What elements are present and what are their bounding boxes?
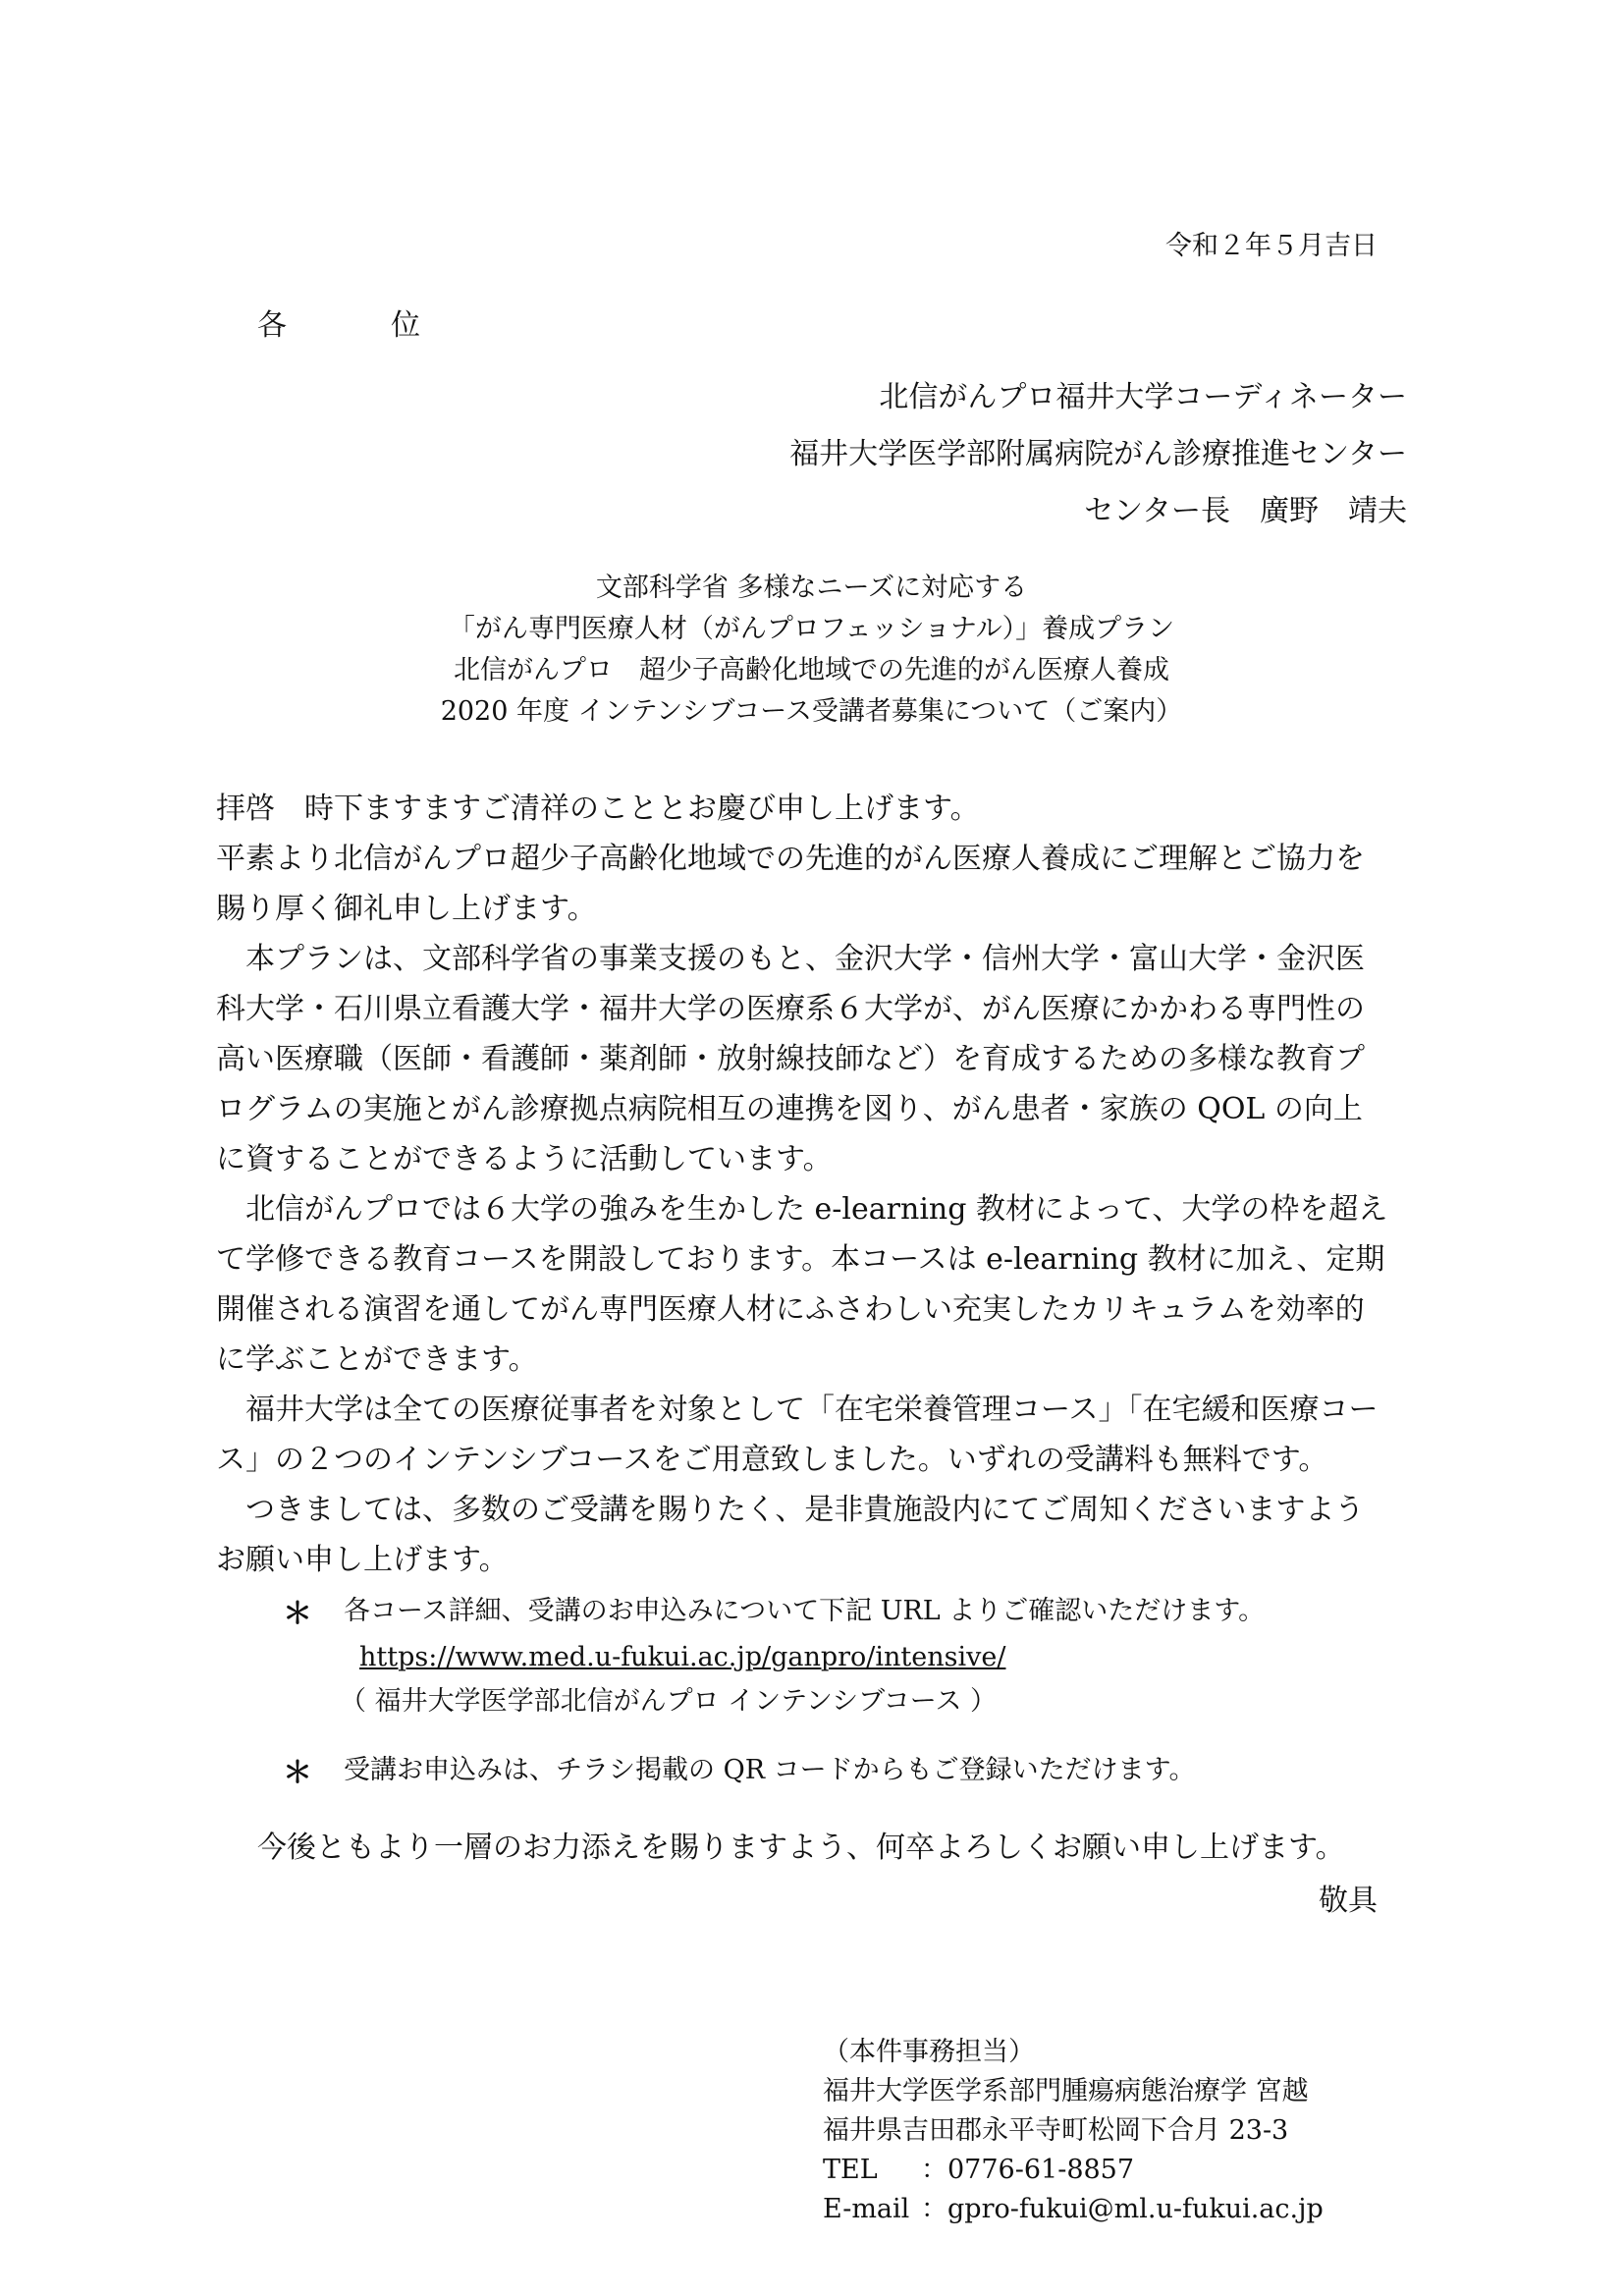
contact-email-row: [823, 2190, 1324, 2229]
body-line: 北信がんプロでは６大学の強みを生かした e-learning 教材によって、大学の枠を超え: [216, 1192, 1388, 1227]
body-line: 高い医療職（医師・看護師・薬剤師・放射線技師など）を育成するための多様な教育プ: [216, 1042, 1365, 1076]
body-line: 賜り厚く御礼申し上げます。: [216, 892, 597, 926]
url-description: （ 福井大学医学部北信がんプロ インテンシブコース ）: [340, 1686, 998, 1717]
asterisk-icon: ＊: [283, 1756, 312, 1790]
body-line: 平素より北信がんプロ超少子高齢化地域での先進的がん医療人養成にご理解とご協力を: [216, 842, 1365, 876]
addressee: 各 位: [257, 308, 458, 343]
title-line-2: 「がん専門医療人材（がんプロフェッショナル）」養成プラン: [448, 614, 1175, 644]
email-value[interactable]: ：gpro-fukui@ml.u-fukui.ac.jp: [921, 2194, 1324, 2224]
body-text: [216, 784, 1412, 1585]
title-line-1: 文部科学省 多様なニーズに対応する: [595, 573, 1028, 603]
email-label: E-mail: [823, 2194, 910, 2224]
body-line: 科大学・石川県立看護大学・福井大学の医療系６大学が、がん医療にかかわる専門性の: [216, 992, 1365, 1026]
sender-line-2: 福井大学医学部附属病院がん診療推進センター: [789, 437, 1407, 471]
contact-address: 福井県吉田郡永平寺町松岡下合月 23-3: [823, 2115, 1289, 2146]
contact-tel-row: [823, 2151, 1324, 2190]
note-1-text: 各コース詳細、受講のお申込みについて下記 URL よりご確認いただけます。: [344, 1596, 1266, 1626]
contact-block: [823, 2033, 1324, 2229]
course-url-link[interactable]: https://www.med.u-fukui.ac.jp/ganpro/intensive/: [359, 1642, 1006, 1672]
keigu: 敬具: [1319, 1884, 1378, 1918]
body-line: 開催される演習を通してがん専門医療人材にふさわしい充実したカリキュラムを効率的: [216, 1292, 1365, 1327]
body-line: 拝啓 時下ますますご清祥のこととお慶び申し上げます。: [216, 792, 980, 826]
note-2-text: 受講お申込みは、チラシ掲載の QR コードからもご登録いただけます。: [344, 1755, 1196, 1785]
sender-line-1: 北信がんプロ福井大学コーディネーター: [879, 380, 1407, 414]
body-line: て学修できる教育コースを開設しております。本コースは e-learning 教材に加え、定期: [216, 1242, 1385, 1277]
sender-block: [789, 369, 1407, 540]
body-line: お願い申し上げます。: [216, 1543, 509, 1577]
document-date: 令和２年５月吉日: [1165, 231, 1378, 261]
sender-line-3: センター長 廣野 靖夫: [1084, 494, 1407, 528]
title-line-4: 2020 年度 インテンシブコース受講者募集について（ご案内）: [440, 696, 1183, 727]
contact-heading: （本件事務担当）: [823, 2037, 1035, 2067]
body-line: ス」の２つのインテンシブコースをご用意致しました。いずれの受講料も無料です。: [216, 1443, 1328, 1477]
body-line: 福井大学は全ての医療従事者を対象として「在宅栄養管理コース」「在宅緩和医療コー: [216, 1393, 1379, 1427]
body-line: に資することができるように活動しています。: [216, 1142, 833, 1176]
title-line-3: 北信がんプロ 超少子高齢化地域での先進的がん医療人養成: [454, 655, 1169, 685]
contact-dept: 福井大学医学系部門腫瘍病態治療学 宮越: [823, 2076, 1309, 2106]
body-line: ログラムの実施とがん診療拠点病院相互の連携を図り、がん患者・家族の QOL の向上: [216, 1092, 1363, 1126]
body-line: つきましては、多数のご受講を賜りたく、是非貴施設内にてご周知くださいますよう: [216, 1493, 1365, 1527]
closing-line: 今後ともより一層のお力添えを賜りますよう、何卒よろしくお願い申し上げます。: [257, 1831, 1345, 1865]
tel-label: TEL: [823, 2155, 878, 2185]
body-line: に学ぶことができます。: [216, 1342, 538, 1377]
asterisk-icon: ＊: [283, 1597, 312, 1631]
tel-value: ：0776-61-8857: [921, 2155, 1135, 2185]
body-line: 本プランは、文部科学省の事業支援のもと、金沢大学・信州大学・富山大学・金沢医: [216, 942, 1365, 976]
document-title: [0, 568, 1623, 733]
